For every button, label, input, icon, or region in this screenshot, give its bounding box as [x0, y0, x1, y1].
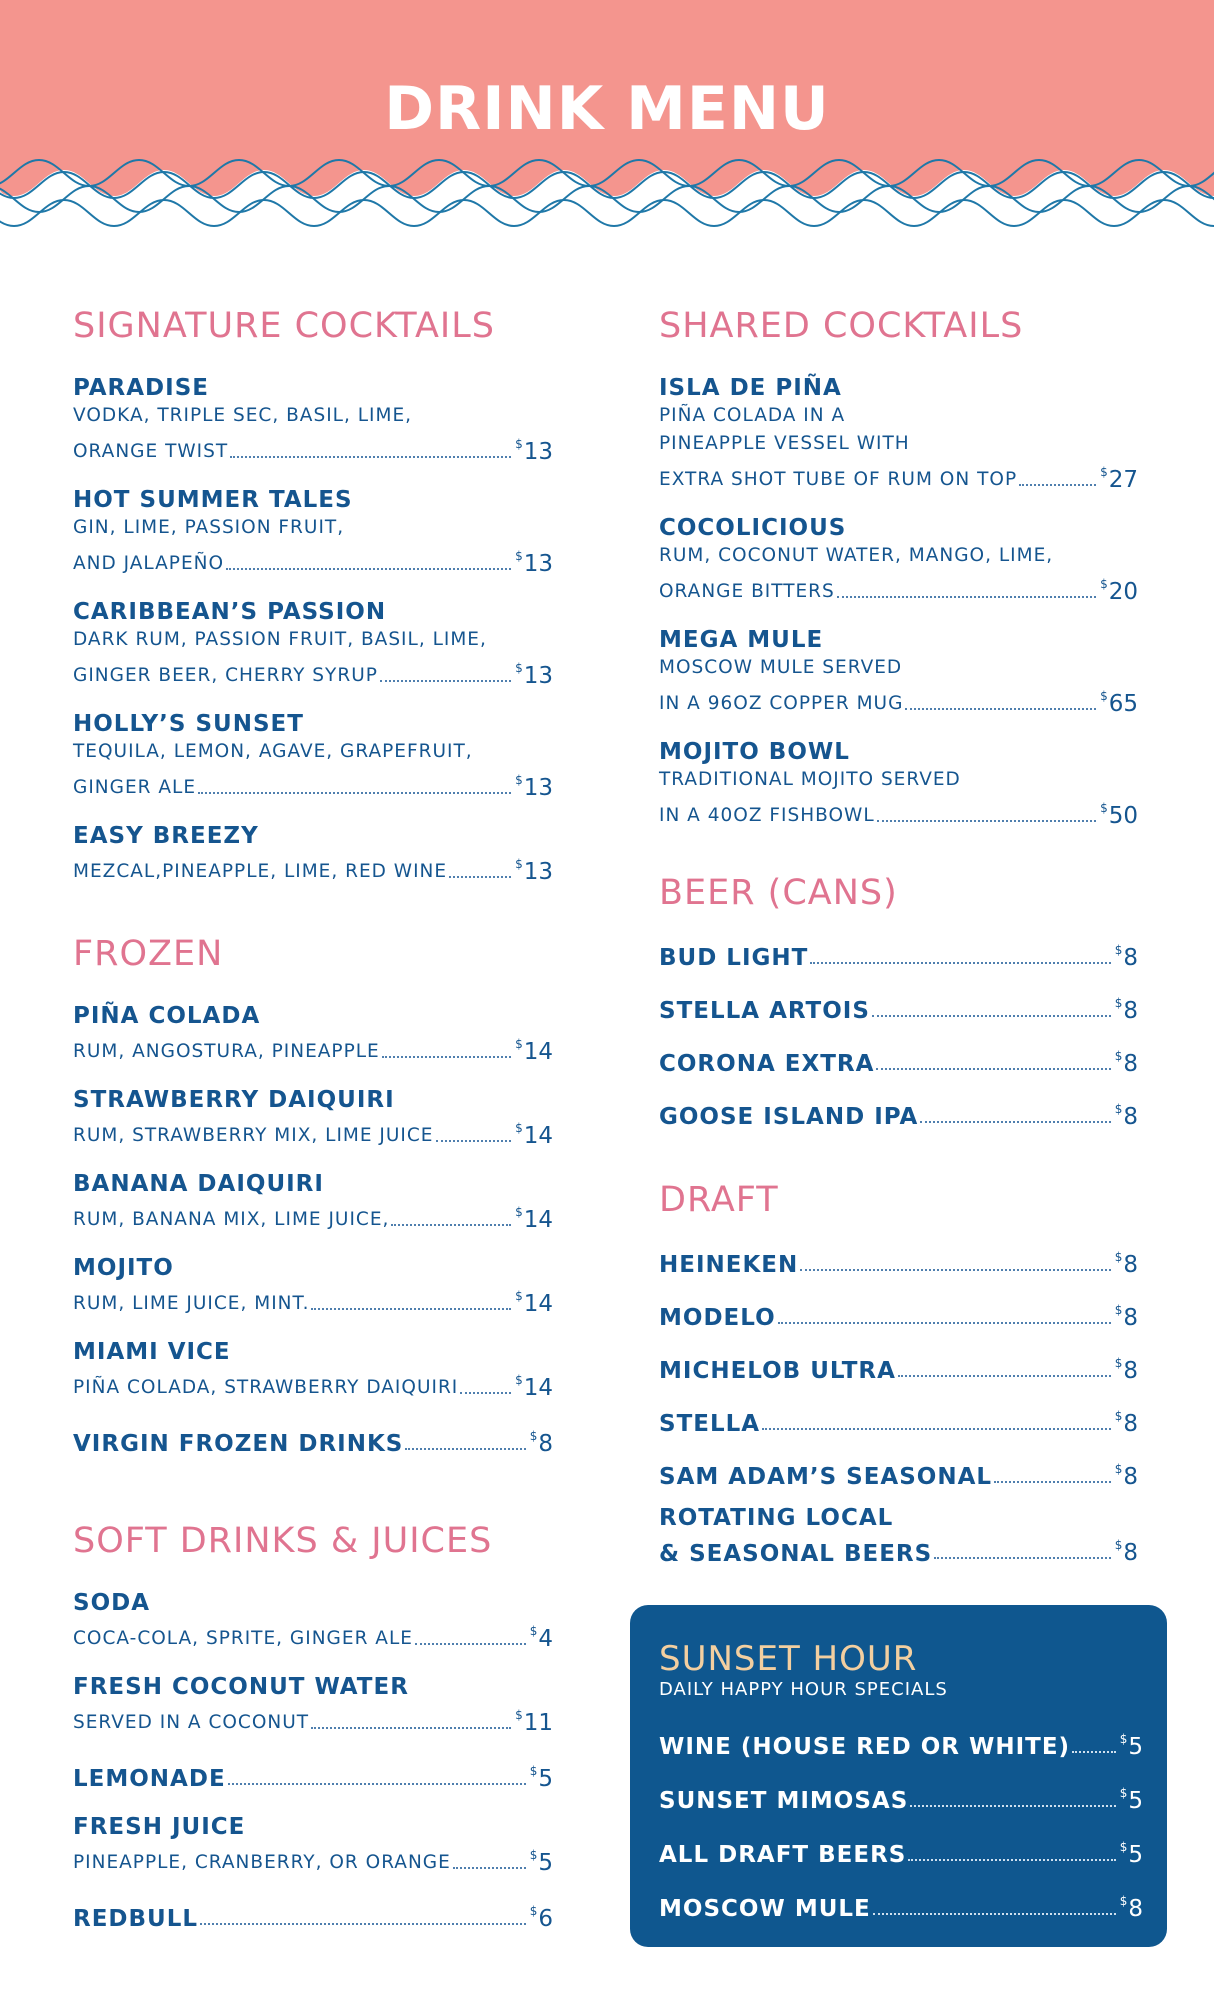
dot-leader [837, 596, 1096, 598]
special-item-sunset-mimosas [659, 1779, 1143, 1815]
item-description: AND JALAPEÑO [73, 553, 225, 574]
item-price: $8 [1114, 1462, 1138, 1490]
menu-title: DRINK MENU [384, 74, 830, 144]
item-price: $14 [515, 1121, 553, 1149]
special-item-wine [659, 1725, 1143, 1761]
item-description: IN A 96OZ COPPER MUG [659, 693, 904, 714]
item-description: RUM, LIME JUICE, MINT. [73, 1293, 310, 1314]
item-name: FRESH JUICE [73, 1814, 246, 1840]
menu-item-mojito [73, 1254, 553, 1318]
item-name: PARADISE [73, 375, 209, 401]
dot-leader [230, 456, 511, 458]
menu-item-hollys-sunset [73, 710, 553, 802]
menu-item-soda [73, 1589, 553, 1653]
menu-item-banana-daiquiri [73, 1170, 553, 1234]
dot-leader [311, 1727, 511, 1729]
item-description: SERVED IN A COCONUT [73, 1712, 310, 1733]
item-name: GOOSE ISLAND IPA [659, 1104, 919, 1130]
menu-item-miami-vice [73, 1338, 553, 1402]
dot-leader [382, 1056, 511, 1058]
menu-item-stella-artois [659, 989, 1138, 1025]
item-price: $13 [515, 857, 553, 885]
item-description: TEQUILA, LEMON, AGAVE, GRAPEFRUIT, [73, 741, 473, 762]
menu-item-stella [659, 1402, 1138, 1438]
menu-item-hot-summer-tales [73, 486, 553, 578]
item-price: $14 [515, 1289, 553, 1317]
item-name: CARIBBEAN’S PASSION [73, 599, 387, 625]
section-title-signature-cocktails: SIGNATURE COCKTAILS [73, 306, 495, 346]
dot-leader [1019, 484, 1096, 486]
item-description: PINEAPPLE, CRANBERRY, OR ORANGE [73, 1852, 451, 1873]
item-description: PINEAPPLE VESSEL WITH [659, 433, 910, 454]
special-item-moscow-mule [659, 1887, 1143, 1923]
dot-leader [1072, 1751, 1116, 1753]
item-price: $8 [1114, 1356, 1138, 1384]
menu-item-strawberry-daiquiri [73, 1086, 553, 1150]
dot-leader [810, 962, 1110, 964]
dot-leader [198, 792, 511, 794]
item-price: $13 [515, 773, 553, 801]
item-price: $8 [1114, 996, 1138, 1024]
item-price: $5 [1119, 1840, 1143, 1868]
dot-leader [415, 1643, 526, 1645]
dot-leader [905, 708, 1096, 710]
item-name: EASY BREEZY [73, 823, 259, 849]
section-title-soft-drinks-juices: SOFT DRINKS & JUICES [73, 1521, 493, 1561]
menu-item-fresh-juice [73, 1813, 553, 1877]
dot-leader [920, 1121, 1110, 1123]
dot-leader [800, 1269, 1110, 1271]
item-price: $8 [1114, 1250, 1138, 1278]
item-price: $13 [515, 437, 553, 465]
item-price: $11 [515, 1708, 553, 1736]
dot-leader [449, 876, 511, 878]
item-price: $14 [515, 1205, 553, 1233]
menu-item-corona-extra [659, 1042, 1138, 1078]
dot-leader [436, 1140, 512, 1142]
item-name: BANANA DAIQUIRI [73, 1171, 324, 1197]
item-name: MOJITO [73, 1255, 174, 1281]
item-description: MEZCAL,PINEAPPLE, LIME, RED WINE [73, 861, 448, 882]
dot-leader [762, 1428, 1111, 1430]
menu-item-fresh-coconut-water [73, 1673, 553, 1737]
item-description: PIÑA COLADA, STRAWBERRY DAIQUIRI [73, 1377, 459, 1398]
dot-leader [994, 1481, 1111, 1483]
item-price: $8 [1114, 943, 1138, 971]
dot-leader [872, 1015, 1111, 1017]
menu-item-lemonade [73, 1757, 553, 1793]
item-name: HEINEKEN [659, 1252, 799, 1278]
item-description: COCA-COLA, SPRITE, GINGER ALE [73, 1628, 413, 1649]
item-description: RUM, ANGOSTURA, PINEAPPLE [73, 1041, 380, 1062]
item-name: MIAMI VICE [73, 1339, 231, 1365]
dot-leader [226, 568, 511, 570]
item-name: MOSCOW MULE [659, 1896, 871, 1922]
menu-item-modelo [659, 1296, 1138, 1332]
item-description: VODKA, TRIPLE SEC, BASIL, LIME, [73, 405, 413, 426]
item-description: MOSCOW MULE SERVED [659, 657, 903, 678]
item-price: $6 [529, 1904, 553, 1932]
menu-item-isla-de-pina [659, 374, 1138, 494]
item-name: VIRGIN FROZEN DRINKS [73, 1431, 404, 1457]
item-price: $4 [529, 1624, 553, 1652]
menu-item-virgin-frozen-drinks [73, 1422, 553, 1458]
item-name: STELLA [659, 1411, 761, 1437]
item-description: RUM, STRAWBERRY MIX, LIME JUICE [73, 1125, 434, 1146]
item-name: LEMONADE [73, 1766, 226, 1792]
item-name: SUNSET MIMOSAS [659, 1788, 909, 1814]
menu-item-pina-colada [73, 1002, 553, 1066]
item-name: SAM ADAM’S SEASONAL [659, 1464, 993, 1490]
item-price: $13 [515, 549, 553, 577]
section-title-beer-cans: BEER (CANS) [659, 873, 898, 913]
item-description: RUM, BANANA MIX, LIME JUICE, [73, 1209, 390, 1230]
item-name: MOJITO BOWL [659, 739, 850, 765]
item-name: WINE (HOUSE RED OR WHITE) [659, 1734, 1071, 1760]
dot-leader [391, 1224, 511, 1226]
item-name: & SEASONAL BEERS [659, 1541, 933, 1567]
item-description: GIN, LIME, PASSION FRUIT, [73, 517, 345, 538]
menu-item-caribbeans-passion [73, 598, 553, 690]
sunset-hour-subtitle: DAILY HAPPY HOUR SPECIALS [659, 1679, 948, 1700]
item-price: $65 [1100, 689, 1138, 717]
item-description: EXTRA SHOT TUBE OF RUM ON TOP [659, 469, 1018, 490]
item-price: $8 [1114, 1303, 1138, 1331]
section-title-draft: DRAFT [659, 1180, 779, 1220]
item-price: $8 [1114, 1538, 1138, 1566]
special-item-all-draft-beers [659, 1833, 1143, 1869]
item-price: $5 [529, 1848, 553, 1876]
item-description: GINGER BEER, CHERRY SYRUP [73, 665, 378, 686]
item-name: STRAWBERRY DAIQUIRI [73, 1087, 395, 1113]
dot-leader [908, 1859, 1115, 1861]
menu-item-rotating-local-seasonal-beers [659, 1506, 1138, 1567]
item-name: HOLLY’S SUNSET [73, 711, 304, 737]
item-name: FRESH COCONUT WATER [73, 1674, 409, 1700]
item-name: ISLA DE PIÑA [659, 375, 842, 401]
item-price: $5 [1119, 1786, 1143, 1814]
menu-item-bud-light [659, 936, 1138, 972]
menu-item-easy-breezy [73, 822, 553, 886]
item-price: $5 [529, 1764, 553, 1792]
menu-item-goose-island-ipa [659, 1095, 1138, 1131]
item-name: ROTATING LOCAL [659, 1505, 894, 1531]
item-price: $27 [1100, 465, 1138, 493]
menu-item-mega-mule [659, 626, 1138, 718]
right-column [659, 0, 1138, 1600]
item-name: COCOLICIOUS [659, 515, 847, 541]
menu-item-heineken [659, 1243, 1138, 1279]
item-name: REDBULL [73, 1906, 199, 1932]
item-name: SODA [73, 1590, 151, 1616]
dot-leader [405, 1448, 525, 1450]
dot-leader [228, 1783, 526, 1785]
dot-leader [460, 1392, 511, 1394]
item-description: DARK RUM, PASSION FRUIT, BASIL, LIME, [73, 629, 487, 650]
dot-leader [877, 820, 1096, 822]
section-title-shared-cocktails: SHARED COCKTAILS [659, 306, 1024, 346]
left-column [73, 0, 553, 2000]
item-name: ALL DRAFT BEERS [659, 1842, 907, 1868]
item-price: $8 [1119, 1894, 1143, 1922]
dot-leader [934, 1557, 1111, 1559]
item-description: RUM, COCONUT WATER, MANGO, LIME, [659, 545, 1054, 566]
menu-item-mojito-bowl [659, 738, 1138, 830]
item-price: $8 [1114, 1409, 1138, 1437]
item-name: BUD LIGHT [659, 945, 809, 971]
dot-leader [873, 1913, 1116, 1915]
item-description: TRADITIONAL MOJITO SERVED [659, 769, 961, 790]
item-price: $20 [1100, 577, 1138, 605]
dot-leader [453, 1867, 526, 1869]
item-description: ORANGE TWIST [73, 441, 229, 462]
dot-leader [380, 680, 511, 682]
item-description: ORANGE BITTERS [659, 581, 835, 602]
item-price: $8 [529, 1429, 553, 1457]
dot-leader [311, 1308, 511, 1310]
menu-item-sam-adams-seasonal [659, 1455, 1138, 1491]
menu-item-cocolicious [659, 514, 1138, 606]
item-price: $14 [515, 1373, 553, 1401]
menu-item-michelob-ultra [659, 1349, 1138, 1385]
item-name: STELLA ARTOIS [659, 998, 870, 1024]
item-name: MEGA MULE [659, 627, 824, 653]
dot-leader [898, 1375, 1111, 1377]
item-name: PIÑA COLADA [73, 1003, 261, 1029]
item-name: MODELO [659, 1305, 776, 1331]
dot-leader [876, 1068, 1110, 1070]
item-price: $14 [515, 1037, 553, 1065]
item-price: $50 [1100, 801, 1138, 829]
item-name: CORONA EXTRA [659, 1051, 875, 1077]
item-name: MICHELOB ULTRA [659, 1358, 896, 1384]
dot-leader [778, 1322, 1111, 1324]
item-name: HOT SUMMER TALES [73, 487, 353, 513]
item-price: $8 [1114, 1049, 1138, 1077]
sunset-hour-box [630, 1605, 1167, 1947]
item-price: $8 [1114, 1102, 1138, 1130]
item-description: PIÑA COLADA IN A [659, 405, 846, 426]
dot-leader [910, 1805, 1115, 1807]
menu-item-redbull [73, 1897, 553, 1933]
item-description: IN A 40OZ FISHBOWL [659, 805, 875, 826]
item-description: GINGER ALE [73, 777, 197, 798]
menu-item-paradise [73, 374, 553, 466]
item-price: $5 [1119, 1732, 1143, 1760]
sunset-hour-title: SUNSET HOUR [659, 1639, 918, 1679]
section-title-frozen: FROZEN [73, 934, 224, 974]
item-price: $13 [515, 661, 553, 689]
dot-leader [200, 1923, 526, 1925]
